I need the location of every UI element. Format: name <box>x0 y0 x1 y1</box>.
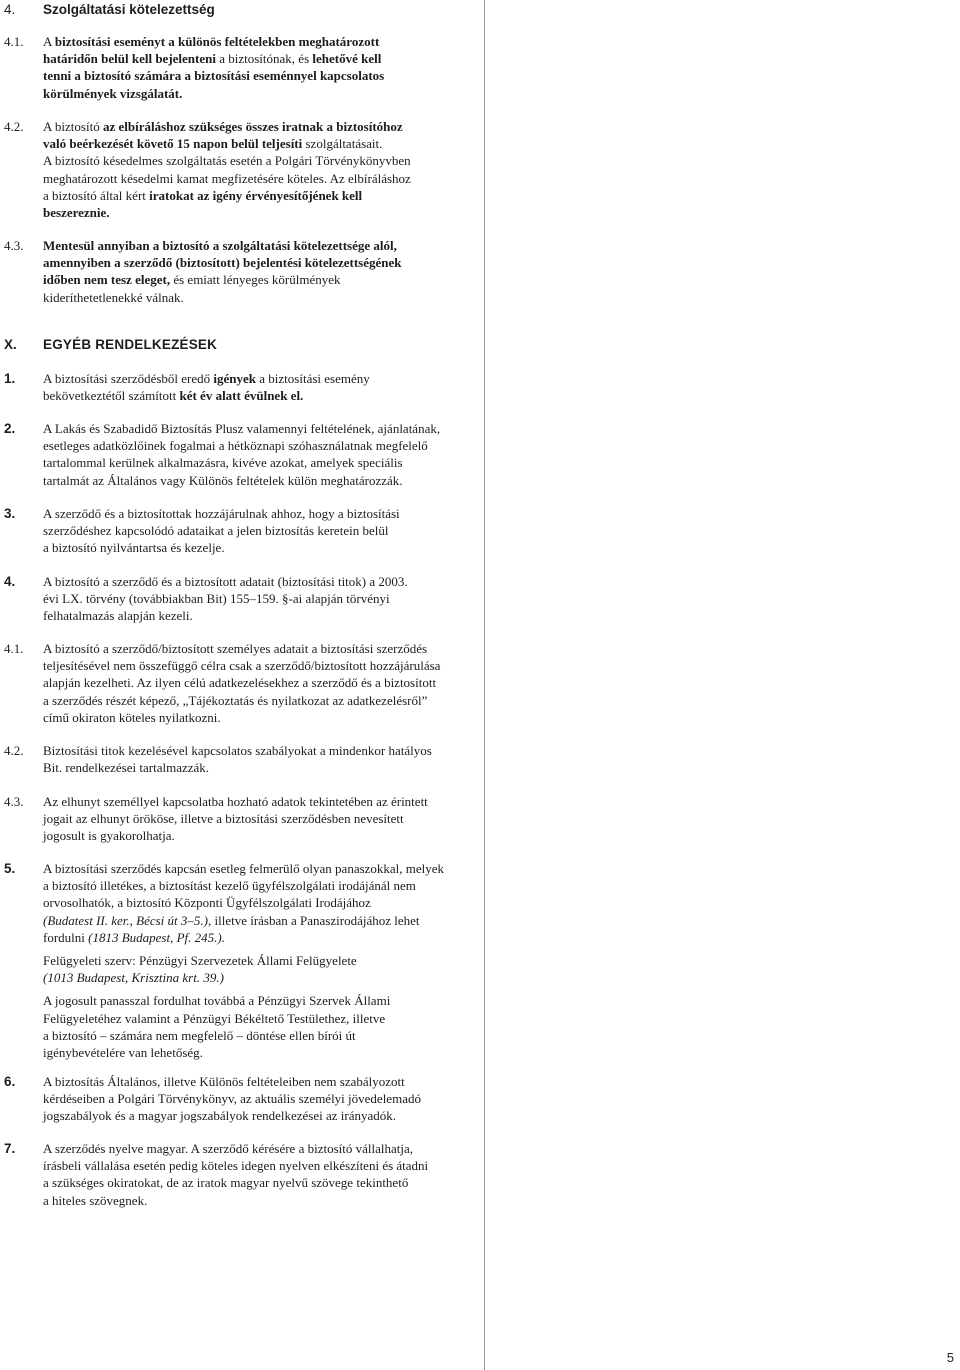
text-line: Mentesül annyiban a biztosító a szolgáltatási kötelezettsége alól, <box>43 238 397 253</box>
text-line: kérdéseiben a Polgári Törvénykönyv, az aktuális személyi jövedelemadó <box>43 1091 421 1107</box>
text-line: amennyiben a szerződő (biztosított) bejelentési kötelezettségének <box>43 255 402 271</box>
text-line: meghatározott késedelmi kamat megfizetésére köteles. Az elbíráláshoz <box>43 170 411 186</box>
section-title: EGYÉB RENDELKEZÉSEK <box>43 337 218 352</box>
paragraph-x-5 <box>4 860 474 1061</box>
paragraph-x-4-1 <box>4 640 474 726</box>
text-line: időben nem tesz eleget, és emiatt lényeges körülmények <box>43 272 341 288</box>
paragraph-x-2 <box>4 420 474 489</box>
text-line: tartalmát az Általános vagy Különös feltételek külön meghatározzák. <box>43 472 403 488</box>
column-divider <box>484 0 485 1370</box>
paragraph-number: 4.1. <box>4 641 24 656</box>
text-line: című okiraton köteles nyilatkozni. <box>43 709 221 725</box>
paragraph-number: 2. <box>4 421 16 436</box>
paragraph-x-7 <box>4 1140 474 1209</box>
paragraph-number: 4.3. <box>4 238 24 253</box>
text-line: A biztosító az elbíráláshoz szükséges összes iratnak a biztosítóhoz <box>43 119 403 134</box>
section-number: X. <box>4 337 17 352</box>
text-line: A biztosítási szerződésből eredő igények a biztosítási esemény <box>43 371 370 386</box>
section-heading-4 <box>4 1 474 19</box>
text-line: Az elhunyt személlyel kapcsolatba hozható adatok tekintetében az érintett <box>43 794 428 809</box>
text-line: kideríthetetlenekké válnak. <box>43 289 184 305</box>
text-line: körülmények vizsgálatát. <box>43 85 183 101</box>
text-line: beszereznie. <box>43 205 110 221</box>
text-line: alapján kezelheti. Az ilyen célú adatkezelésekhez a szerződő és a biztosított <box>43 675 437 691</box>
section-heading-x <box>4 336 474 354</box>
text-line: jogosult is gyakorolhatja. <box>43 828 175 844</box>
paragraph-4-3 <box>4 237 474 306</box>
paragraph-number: 5. <box>4 861 16 876</box>
text-line: A biztosító késedelmes szolgáltatás esetén a Polgári Törvénykönyvben <box>43 153 411 169</box>
text-line: a szükséges okiratokat, de az iratok magyar nyelvű szövege tekinthető <box>43 1175 409 1191</box>
paragraph-number: 4.2. <box>4 743 24 758</box>
text-line: A szerződés nyelve magyar. A szerződő kérésére a biztosító vállalhatja, <box>43 1141 413 1156</box>
page-number: 5 <box>946 1350 954 1365</box>
text-line: A biztosító a szerződő/biztosított személyes adatait a biztosítási szerződés <box>43 641 428 656</box>
paragraph-x-4 <box>4 573 474 625</box>
text-line: a biztosító nyilvántartsa és kezelje. <box>43 540 225 556</box>
text-line: A biztosítási szerződés kapcsán esetleg felmerülő olyan panaszokkal, melyek <box>43 861 445 876</box>
paragraph-number: 4.1. <box>4 34 24 49</box>
text-line: a hiteles szövegnek. <box>43 1192 148 1208</box>
paragraph-number: 7. <box>4 1141 16 1156</box>
text-line: A jogosult panasszal fordulhat továbbá a Pénzügyi Szervek Állami <box>43 993 391 1009</box>
text-line: A biztosító a szerződő és a biztosított adatait (biztosítási titok) a 2003. <box>43 574 408 589</box>
text-line: fordulni (1813 Budapest, Pf. 245.). <box>43 929 225 945</box>
paragraph-4-2 <box>4 118 474 221</box>
text-line: esetleges adatközlőinek fogalmai a hétköznapi szóhasználatnak megfelelő <box>43 438 428 454</box>
text-line: A biztosítási eseményt a különös feltételekben meghatározott <box>43 34 380 49</box>
paragraph-x-4-3 <box>4 793 474 845</box>
text-line: a biztosító – számára nem megfelelő – döntése ellen bírói út <box>43 1027 356 1043</box>
text-line: évi LX. törvény (továbbiakban Bit) 155–159. §-ai alapján törvényi <box>43 591 390 607</box>
text-line: (Budatest II. ker., Bécsi út 3–5.), illetve írásban a Panaszirodájához lehet <box>43 912 420 928</box>
text-line: Bit. rendelkezései tartalmazzák. <box>43 760 210 776</box>
text-line: Biztosítási titok kezelésével kapcsolatos szabályokat a mindenkor hatályos <box>43 743 432 758</box>
text-line: szerződéshez kapcsolódó adataikat a jelen biztosítás keretein belül <box>43 523 389 539</box>
text-line: Felügyeleti szerv: Pénzügyi Szervezetek Állami Felügyelete <box>43 953 357 969</box>
text-line: teljesítésével nem összefüggő célra csak a szerződő/biztosított hozzájárulása <box>43 658 441 674</box>
text-line: (1013 Budapest, Krisztina krt. 39.) <box>43 970 224 986</box>
text-line: Felügyeletéhez valamint a Pénzügyi Békéltető Testülethez, illetve <box>43 1010 386 1026</box>
text-line: tartalommal kerülnek alkalmazásra, kivéve azokat, amelyek speciális <box>43 455 403 471</box>
paragraph-number: 3. <box>4 506 16 521</box>
text-line: jogait az elhunyt örököse, illetve a biztosítási szerződésben nevesített <box>43 811 404 827</box>
section-number: 4. <box>4 2 16 17</box>
text-line: a szerződés részét képező, „Tájékoztatás és nyilatkozat az adatkezelésről” <box>43 692 428 708</box>
paragraph-4-1 <box>4 33 474 102</box>
text-line: írásbeli vállalása esetén pedig köteles idegen nyelven elkészíteni és átadni <box>43 1158 429 1174</box>
text-line: orvosolhatók, a biztosító Központi Ügyfélszolgálati Irodájához <box>43 895 371 911</box>
text-line: felhatalmazás alapján kezeli. <box>43 608 193 624</box>
text-line: bekövetkeztétől számított két év alatt évülnek el. <box>43 388 304 404</box>
text-line: a biztosító által kért iratokat az igény érvényesítőjének kell <box>43 187 363 203</box>
paragraph-x-6 <box>4 1073 474 1125</box>
text-line: A biztosítás Általános, illetve Különös feltételeiben nem szabályozott <box>43 1074 405 1089</box>
text-line: jogszabályok és a magyar jogszabályok rendelkezései az irányadók. <box>43 1108 397 1124</box>
text-line: A szerződő és a biztosítottak hozzájárulnak ahhoz, hogy a biztosítási <box>43 506 400 521</box>
section-title: Szolgáltatási kötelezettség <box>43 2 215 17</box>
paragraph-number: 4.2. <box>4 119 24 134</box>
paragraph-number: 6. <box>4 1074 16 1089</box>
paragraph-x-1 <box>4 370 474 404</box>
paragraph-number: 4.3. <box>4 794 24 809</box>
paragraph-number: 4. <box>4 574 16 589</box>
text-line: a biztosító illetékes, a biztosítást kezelő ügyfélszolgálati irodájánál nem <box>43 878 416 894</box>
text-line: határidőn belül kell bejelenteni a biztosítónak, és lehetővé kell <box>43 51 382 67</box>
paragraph-number: 1. <box>4 371 16 386</box>
text-line: igénybevételére van lehetőség. <box>43 1045 203 1061</box>
text-line: tenni a biztosító számára a biztosítási eseménnyel kapcsolatos <box>43 68 385 84</box>
text-line: A Lakás és Szabadidő Biztosítás Plusz valamennyi feltételének, ajánlatának, <box>43 421 441 436</box>
paragraph-x-4-2 <box>4 742 474 776</box>
paragraph-x-3 <box>4 505 474 557</box>
text-line: való beérkezését követő 15 napon belül teljesíti szolgáltatásait. <box>43 136 383 152</box>
